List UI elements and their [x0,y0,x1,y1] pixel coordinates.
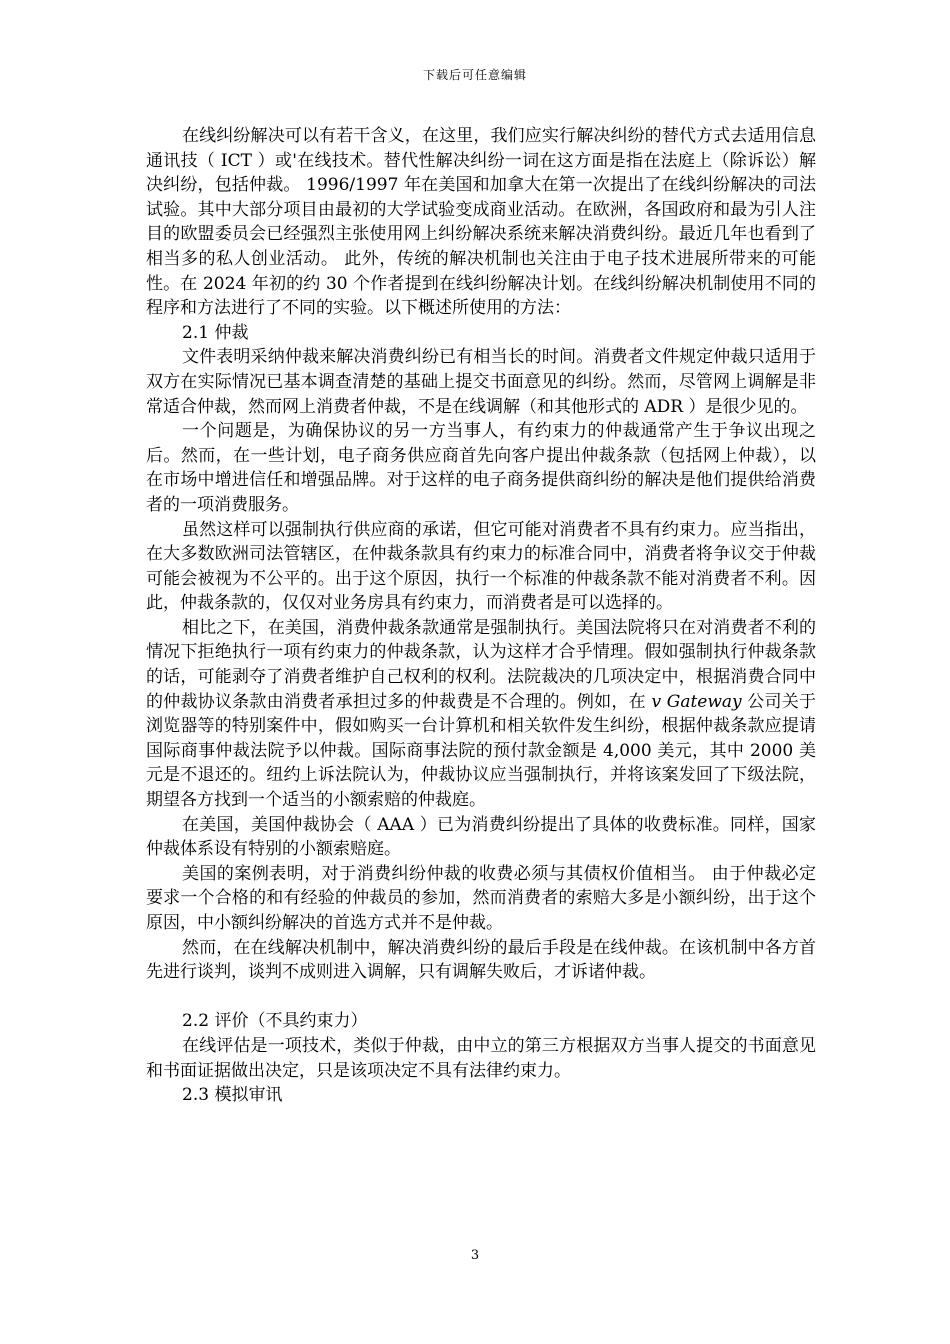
section-heading: 2.2 评价（不具约束力） [182,1011,368,1032]
page-header: 下载后可任意编辑 [422,68,527,82]
section-heading: 2.1 仲裁 [182,322,249,343]
paragraph-text: 相比之下，在美国，消费仲裁条款通常是强制执行。美国法院将只在对消费者不利的情况下拒绝执行一项有约束力的仲裁条款，认为这样才合乎情理。假如强制执行仲裁条款的话，可能剥夺了消费者维护自己权利的权利。法院裁决的几项决定中，根据消费合同中的仲裁协议条款由消费者承担过多的仲裁费是不合理的。例如，在 [146,617,816,712]
paragraph: 在美国，美国仲裁协会（ AAA ）已为消费纠纷提出了具体的收费标准。同样，国家仲裁体系设有特别的小额索赔庭。 [146,814,816,860]
document-body [146,124,816,1108]
paragraph-text: 公司关于浏览器等的特别案件中，假如购买一台计算机和相关软件发生纠纷，根据仲裁条款应提请国际商事仲裁法院予以仲裁。国际商事法院的预付款金额是 4,000 美元，其中 2000 美元是不退还的。纽约上诉法院认为，仲裁协议应当强制执行，并将该案发回了下级法院，期望各方找到一个适当的小额索赔的仲裁庭。 [146,691,817,811]
paragraph: 美国的案例表明，对于消费纠纷仲裁的收费必须与其债权价值相当。 由于仲裁必定要求一个合格的和有经验的仲裁员的参加，然而消费者的索赔大多是小额纠纷，出于这个原因，中小额纠纷解决的首选方式并不是仲裁。 [146,863,816,933]
paragraph [146,616,816,813]
paragraph: 在线纠纷解决可以有若干含义，在这里，我们应实行解决纠纷的替代方式去适用信息通讯技（ ICT ）或'在线技术。替代性解决纠纷一词在这方面是指在法庭上（除诉讼）解决纠纷，包括仲裁。 1996/1997 年在美国和加拿大在第一次提出了在线纠纷解决的司法试验。其中大部分项目由最初的大学试验变成商业活动。在欧洲，各国政府和最为引人注目的欧盟委员会已经强烈主张使用网上纠纷解决系统来解决消费纠纷。最近几年也看到了相当多的私人创业活动。 此外，传统的解决机制也关注由于电子技术进展所带来的可能性。在 2024 年初的约 30 个作者提到在线纠纷解决计划。在线纠纷解决机制使用不同的程序和方法进行了不同的实验。以下概述所使用的方法： [146,126,816,319]
paragraph: 然而，在在线解决机制中，解决消费纠纷的最后手段是在线仲裁。在该机制中各方首先进行谈判，谈判不成则进入调解，只有调解失败后，才诉诸仲裁。 [146,937,816,983]
paragraph: 在线评估是一项技术，类似于仲裁，由中立的第三方根据双方当事人提交的书面意见和书面证据做出决定，只是该项决定不具有法律约束力。 [146,1035,816,1081]
blank-line [146,985,816,1010]
case-name: v Gateway [651,691,742,712]
paragraph: 一个问题是，为确保协议的另一方当事人，有约束力的仲裁通常产生于争议出现之后。然而，在一些计划，电子商务供应商首先向客户提出仲裁条款（包括网上仲裁），以在市场中增进信任和增强品牌。对于这样的电子商务提供商纠纷的解决是他们提供给消费者的一项消费服务。 [146,421,816,515]
section-heading: 2.3 模拟审讯 [182,1085,283,1106]
page-number: 3 [470,1248,480,1263]
paragraph: 文件表明采纳仲裁来解决消费纠纷已有相当长的时间。消费者文件规定仲裁只适用于双方在实际情况已基本调查清楚的基础上提交书面意见的纠纷。然而，尽管网上调解是非常适合仲裁，然而网上消费者仲裁，不是在线调解（和其他形式的 ADR ）是很少见的。 [146,347,816,417]
paragraph: 虽然这样可以强制执行供应商的承诺，但它可能对消费者不具有约束力。应当指出，在大多数欧洲司法管辖区，在仲裁条款具有约束力的标准合同中，消费者将争议交于仲裁可能会被视为不公平的。出于这个原因，执行一个标准的仲裁条款不能对消费者不利。因此，仲裁条款的，仅仅对业务房具有约束力，而消费者是可以选择的。 [146,519,816,614]
